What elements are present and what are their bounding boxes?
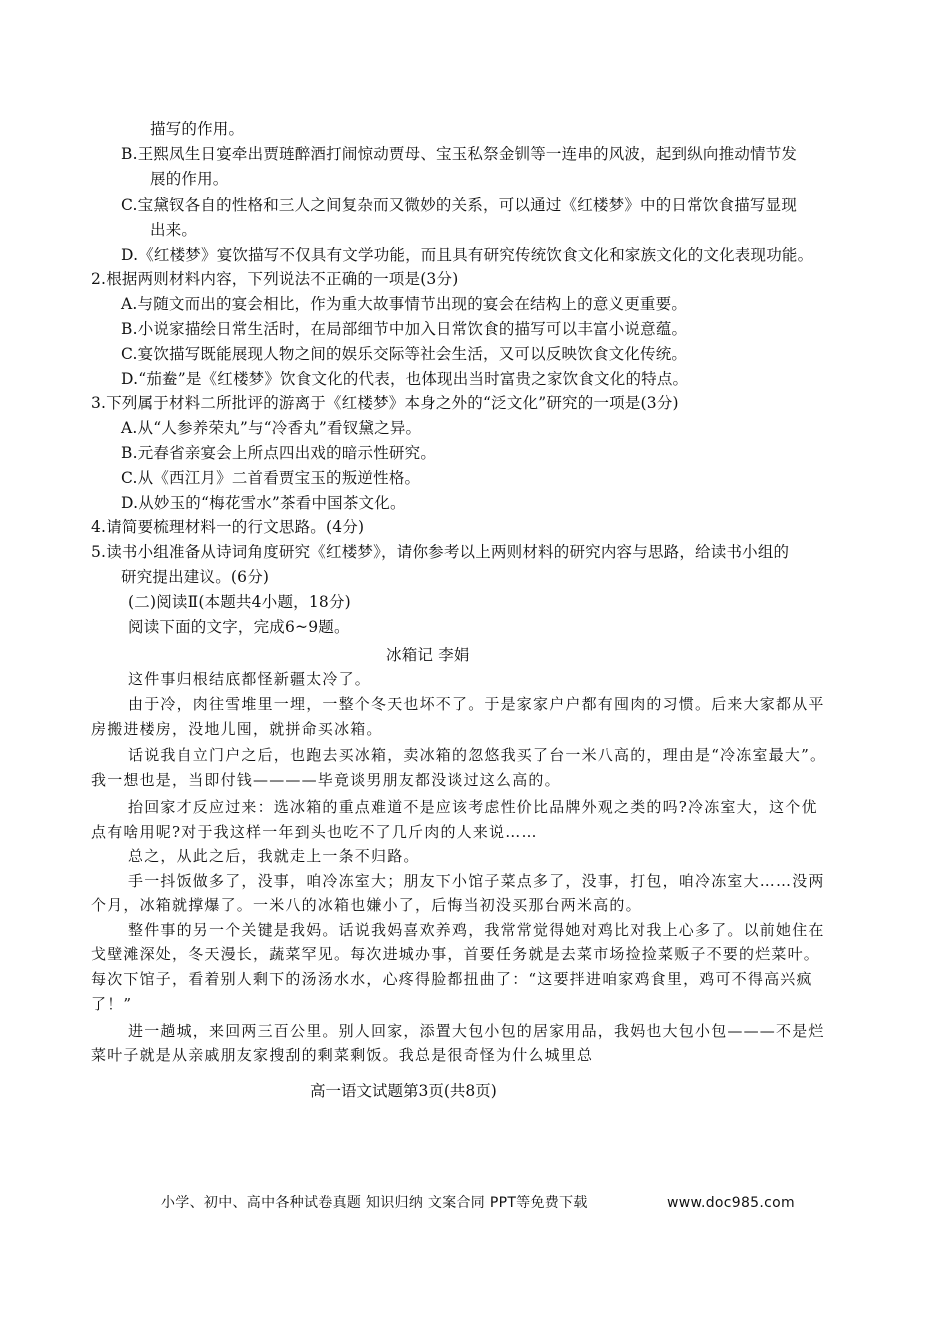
q4-stem: 4.请简要梳理材料一的行文思路。(4分) [91, 518, 365, 536]
story-line: 戈壁滩深处，冬天漫长，蔬菜罕见。每次进城办事，首要任务就是去菜市场捡捡菜贩子不要的烂菜叶。 [91, 945, 821, 963]
q1-option-a-tail: 描写的作用。 [150, 120, 245, 138]
q1-option-d: D.《红楼梦》宴饮描写不仅具有文学功能，而且具有研究传统饮食文化和家族文化的文化表现功能。 [121, 246, 814, 264]
story-line: 总之，从此之后，我就走上一条不归路。 [128, 847, 420, 865]
story-line: 每次下馆子，看着别人剩下的汤汤水水，心疼得脸都扭曲了：“这要拌进咱家鸡食里，鸡可不得高兴疯 [91, 970, 813, 988]
q3-stem: 3.下列属于材料二所批评的游离于《红楼梦》本身之外的“泛文化”研究的一项是(3分) [91, 394, 679, 412]
story-line: 抬回家才反应过来：选冰箱的重点难道不是应该考虑性价比品牌外观之类的吗?冷冻室大，这个优 [128, 798, 818, 816]
story-line: 我一想也是，当即付钱————毕竟谈男朋友都没谈过这么高的。 [91, 771, 561, 789]
q2-option-c: C.宴饮描写既能展现人物之间的娱乐交际等社会生活，又可以反映饮食文化传统。 [121, 345, 688, 363]
q2-stem: 2.根据两则材料内容，下列说法不正确的一项是(3分) [91, 270, 459, 288]
q2-option-d: D.“茄鲞”是《红楼梦》饮食文化的代表，也体现出当时富贵之家饮食文化的特点。 [121, 370, 689, 388]
page-number-label: 高一语文试题第3页(共8页) [310, 1082, 497, 1100]
promo-text: 小学、初中、高中各种试卷真题 知识归纳 文案合同 PPT等免费下载 [161, 1195, 588, 1211]
story-title: 冰箱记 李娟 [386, 646, 470, 664]
story-line: 这件事归根结底都怪新疆太冷了。 [128, 670, 372, 688]
story-line: 个月，冰箱就撑爆了。一米八的冰箱也嫌小了，后悔当初没买那台两米高的。 [91, 896, 642, 914]
story-line: 房搬进楼房，没地儿囤，就拼命买冰箱。 [91, 720, 383, 738]
story-line: 整件事的另一个关键是我妈。话说我妈喜欢养鸡，我常常觉得她对鸡比对我上心多了。以前她住在 [128, 921, 825, 939]
story-line: 由于冷，肉往雪堆里一埋，一整个冬天也坏不了。于是家家户户都有囤肉的习惯。后来大家都从平 [128, 695, 825, 713]
q3-option-b: B.元春省亲宴会上所点四出戏的暗示性研究。 [121, 444, 437, 462]
q1-option-c-line1: C.宝黛钗各自的性格和三人之间复杂而又微妙的关系，可以通过《红楼梦》中的日常饮食描写显现 [121, 196, 798, 214]
q3-option-c: C.从《西江月》二首看贾宝玉的叛逆性格。 [121, 469, 421, 487]
q1-option-b-line2: 展的作用。 [150, 170, 229, 188]
section-heading: (二)阅读Ⅱ(本题共4小题，18分) [128, 593, 351, 611]
promo-url-link[interactable]: www.doc985.com [667, 1195, 795, 1211]
q1-option-b-line1: B.王熙凤生日宴牵出贾琏醉酒打闹惊动贾母、宝玉私祭金钏等一连串的风波，起到纵向推动情节发 [121, 145, 798, 163]
section-instruction: 阅读下面的文字，完成6~9题。 [128, 618, 350, 636]
q5-stem-line2: 研究提出建议。(6分) [121, 568, 270, 586]
story-line: 菜叶子就是从亲戚朋友家搜刮的剩菜剩饭。我总是很奇怪为什么城里总 [91, 1046, 594, 1064]
story-line: 手一抖饭做多了，没事，咱冷冻室大；朋友下小馆子菜点多了，没事，打包，咱冷冻室大……没两 [128, 872, 825, 890]
q5-stem-line1: 5.读书小组准备从诗词角度研究《红楼梦》，请你参考以上两则材料的研究内容与思路，给读书小组的 [91, 543, 790, 561]
q2-option-a: A.与随文而出的宴会相比，作为重大故事情节出现的宴会在结构上的意义更重要。 [121, 295, 688, 313]
story-line: 了！” [91, 995, 133, 1013]
q3-option-a: A.从“人参养荣丸”与“冷香丸”看钗黛之异。 [121, 419, 422, 437]
story-line: 进一趟城，来回两三百公里。别人回家，添置大包小包的居家用品，我妈也大包小包———不是烂 [128, 1022, 825, 1040]
q1-option-c-line2: 出来。 [150, 221, 198, 239]
q3-option-d: D.从妙玉的“梅花雪水”茶看中国茶文化。 [121, 494, 406, 512]
q2-option-b: B.小说家描绘日常生活时，在局部细节中加入日常饮食的描写可以丰富小说意蕴。 [121, 320, 688, 338]
story-line: 点有啥用呢?对于我这样一年到头也吃不了几斤肉的人来说…… [91, 823, 538, 841]
story-line: 话说我自立门户之后，也跑去买冰箱，卖冰箱的忽悠我买了台一米八高的，理由是“冷冻室最大”。 [128, 746, 827, 764]
